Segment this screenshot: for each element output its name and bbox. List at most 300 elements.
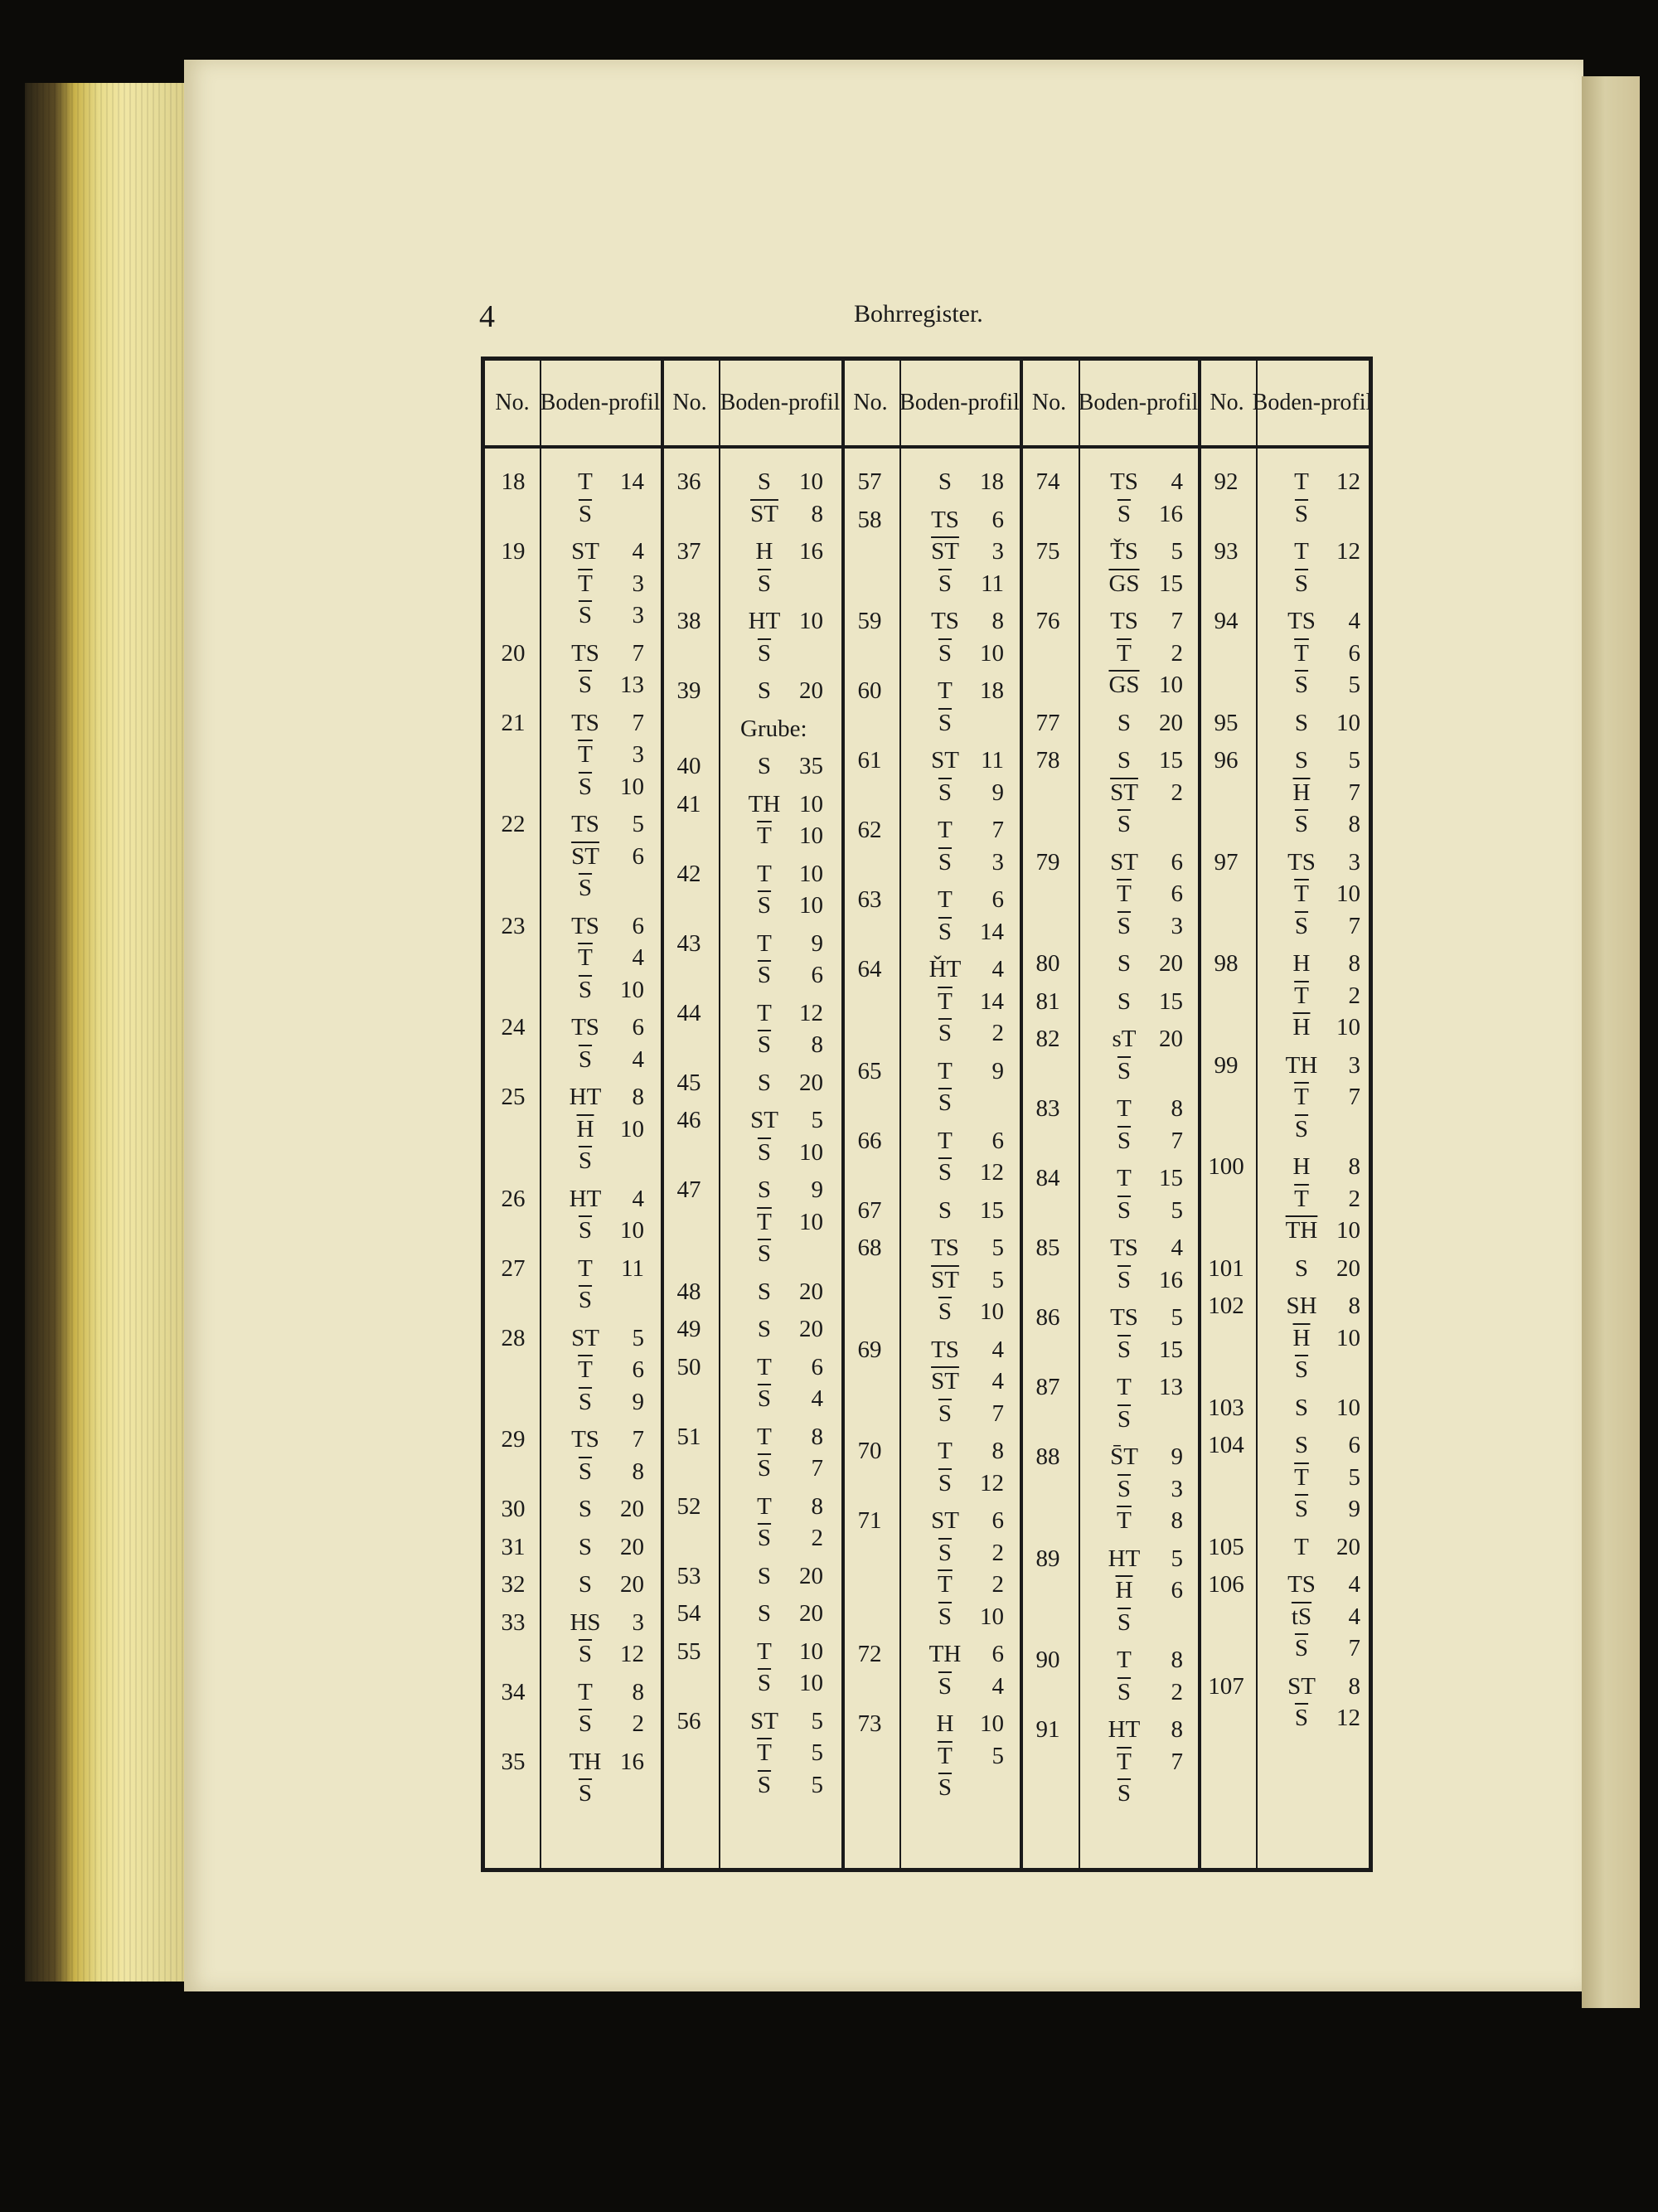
soil-symbol: $\overline{S}$ <box>1117 1057 1132 1084</box>
soil-symbol: T <box>1294 468 1309 495</box>
bore-number: 63 <box>857 886 882 913</box>
profile-layer <box>561 1014 644 1041</box>
soil-symbol: ŤS <box>1110 538 1138 565</box>
soil-symbol: $\overline{S}$ <box>578 672 593 698</box>
soil-symbol: $\overline{T}$ <box>1294 639 1309 667</box>
layer-depth: 3 <box>991 848 1004 876</box>
profile-layer <box>1277 570 1326 597</box>
profile-layer <box>921 817 1004 843</box>
profile-layer <box>1277 1571 1360 1598</box>
bore-number: 75 <box>1035 538 1060 565</box>
soil-symbol: S <box>757 468 772 495</box>
profile-layer <box>921 570 1004 597</box>
layer-depth: 7 <box>811 1455 823 1482</box>
profile-layer <box>740 1176 823 1203</box>
soil-symbol: $\overline{S}$ <box>1117 1405 1132 1433</box>
profile-layer <box>561 1426 644 1453</box>
soil-symbol: $\overline{S}$ <box>1294 1115 1309 1142</box>
profile-layer <box>1100 538 1183 565</box>
layer-depth: 10 <box>1336 1394 1360 1421</box>
header-no: No. <box>1210 390 1244 415</box>
header-no: No. <box>672 390 707 415</box>
soil-symbol: S <box>1294 1394 1309 1421</box>
profile-layer <box>1100 1443 1183 1470</box>
soil-symbol: TS <box>1110 1304 1138 1331</box>
soil-symbol: T <box>757 1353 772 1380</box>
layer-depth: 8 <box>1348 1672 1360 1700</box>
layer-depth: 14 <box>980 918 1004 945</box>
soil-symbol: $\overline{S}$ <box>757 1525 772 1551</box>
soil-symbol: HT <box>748 608 781 634</box>
profile-layer <box>561 1389 644 1415</box>
layer-depth: 18 <box>980 468 1004 495</box>
profile-layer <box>1277 1432 1360 1458</box>
profile-layer <box>740 861 823 887</box>
soil-symbol: $\overline{ST}$ <box>931 1368 959 1395</box>
layer-depth: 3 <box>1348 1051 1360 1079</box>
soil-symbol: H <box>755 538 773 565</box>
bore-number: 55 <box>676 1637 701 1665</box>
layer-depth: 6 <box>632 842 644 870</box>
bore-number: 96 <box>1214 747 1239 774</box>
bore-number: 107 <box>1208 1672 1244 1700</box>
bore-number: 45 <box>676 1069 701 1096</box>
profile-layer <box>1100 1165 1183 1191</box>
soil-symbol: HT <box>1108 1545 1141 1572</box>
layer-depth: 20 <box>1159 1026 1183 1052</box>
soil-symbol: TS <box>571 1426 599 1453</box>
layer-depth: 8 <box>991 608 1004 634</box>
soil-symbol: TS <box>571 912 599 939</box>
profile-layer <box>1100 468 1183 495</box>
profile-layer <box>1100 1545 1183 1572</box>
layer-depth: 6 <box>991 1641 1004 1667</box>
profile-layer <box>1277 672 1360 698</box>
layer-depth: 5 <box>811 1739 823 1766</box>
soil-symbol: S <box>757 1316 772 1342</box>
bore-number: 42 <box>676 860 701 887</box>
header-profile-line1: Boden- <box>1252 390 1321 415</box>
bore-number: 67 <box>857 1196 882 1224</box>
soil-symbol: TS <box>931 1235 959 1261</box>
soil-symbol: TH <box>1285 1051 1318 1079</box>
profile-layer <box>740 1708 823 1734</box>
profile-layer <box>740 608 823 634</box>
soil-symbol: $\overline{S}$ <box>1294 1705 1309 1731</box>
soil-symbol: ST <box>571 538 599 565</box>
soil-symbol: $\overline{ST}$ <box>750 500 778 527</box>
layer-depth: 20 <box>1336 1533 1360 1560</box>
soil-symbol: $\overline{S}$ <box>938 779 953 806</box>
layer-depth: 7 <box>1348 1084 1360 1110</box>
profile-layer <box>921 919 1004 945</box>
profile-layer <box>1277 982 1360 1009</box>
layer-depth: 8 <box>1348 1153 1360 1180</box>
layer-depth: 10 <box>1336 880 1360 907</box>
profile-layer <box>1100 1026 1183 1052</box>
soil-symbol: $\overline{S}$ <box>1294 672 1309 698</box>
profile-layer <box>740 1600 823 1627</box>
soil-symbol: $\overline{S}$ <box>578 1217 593 1244</box>
layer-depth: 9 <box>991 779 1004 806</box>
soil-symbol: $\overline{T}$ <box>578 1356 593 1383</box>
profile-layer <box>1100 1406 1148 1433</box>
layer-depth: 10 <box>1336 709 1360 736</box>
profile-layer <box>740 1670 823 1696</box>
header-bodenprofil <box>719 361 841 445</box>
soil-symbol: $\overline{T}$ <box>578 570 593 597</box>
layer-depth: 5 <box>991 1235 1004 1261</box>
bore-number: 28 <box>501 1324 526 1351</box>
layer-depth: 9 <box>811 929 823 957</box>
layer-depth: 4 <box>632 944 644 971</box>
soil-symbol: $\overline{T}$ <box>1117 639 1132 667</box>
profile-layer <box>1277 501 1326 527</box>
soil-symbol: $\overline{S}$ <box>1117 1608 1132 1636</box>
soil-symbol: $\overline{S}$ <box>757 1771 772 1798</box>
profile-layer <box>740 1139 823 1166</box>
soil-symbol: $\overline{S}$ <box>757 570 772 597</box>
layer-depth: 7 <box>1171 608 1183 634</box>
profile-layer <box>740 1107 823 1133</box>
profile-layer <box>1100 1336 1183 1363</box>
layer-depth: 12 <box>1336 468 1360 495</box>
soil-symbol: $\overline{S}$ <box>578 1710 593 1737</box>
profile-layer <box>1277 1496 1360 1522</box>
profile-layer <box>1100 672 1183 698</box>
soil-symbol: S <box>578 1533 593 1560</box>
soil-symbol: TS <box>1287 608 1316 634</box>
profile-layer <box>1277 468 1360 495</box>
layer-depth: 20 <box>1159 950 1183 977</box>
bore-number: 71 <box>857 1507 882 1534</box>
bore-number: 53 <box>676 1562 701 1589</box>
profile-layer <box>1100 811 1148 837</box>
profile-layer <box>1100 1197 1183 1224</box>
profile-layer <box>740 1278 823 1305</box>
profile-layer <box>1100 1476 1183 1502</box>
soil-symbol: T <box>1117 1647 1132 1673</box>
layer-depth: 2 <box>1171 639 1183 667</box>
profile-layer <box>1277 1603 1360 1630</box>
layer-depth: 6 <box>632 1014 644 1041</box>
soil-symbol: T <box>578 1254 593 1282</box>
layer-depth: 8 <box>1171 1647 1183 1673</box>
soil-symbol: TS <box>571 811 599 837</box>
profile-layer <box>561 875 609 901</box>
bore-number: 46 <box>676 1107 701 1133</box>
profile-layer <box>921 1438 1004 1464</box>
profile-layer <box>1100 1749 1183 1775</box>
soil-symbol: $\overline{GS}$ <box>1108 672 1140 698</box>
bore-number: 60 <box>857 677 882 704</box>
bore-number: 58 <box>857 506 882 533</box>
layer-depth: 5 <box>1171 538 1183 565</box>
soil-symbol: $\overline{S}$ <box>1117 1780 1132 1807</box>
profile-layer <box>561 468 644 495</box>
bore-number: 23 <box>501 912 526 939</box>
soil-symbol: T <box>757 1423 772 1450</box>
layer-depth: 6 <box>1171 848 1183 876</box>
bore-number: 50 <box>676 1353 701 1380</box>
layer-depth: 2 <box>1171 1678 1183 1705</box>
profile-layer <box>921 1267 1004 1293</box>
bore-number: 89 <box>1035 1545 1060 1572</box>
layer-depth: 6 <box>811 962 823 988</box>
profile-layer <box>921 1128 1004 1154</box>
profile-layer <box>921 1743 1004 1769</box>
layer-depth: 3 <box>632 1608 644 1636</box>
profile-layer <box>921 1368 1004 1395</box>
soil-symbol: T <box>1294 1533 1309 1560</box>
profile-layer <box>740 468 823 495</box>
bore-number: 36 <box>676 468 701 495</box>
profile-layer <box>561 1609 644 1636</box>
bore-number: 18 <box>501 468 526 495</box>
soil-symbol: TS <box>1287 1571 1316 1598</box>
header-no: No. <box>1031 390 1067 415</box>
profile-layer <box>1100 988 1183 1015</box>
soil-symbol: $\overline{S}$ <box>1294 912 1309 939</box>
profile-layer <box>740 1240 788 1267</box>
layer-depth: 20 <box>1336 1254 1360 1282</box>
layer-depth: 14 <box>620 468 644 495</box>
soil-symbol: $\overline{S}$ <box>757 1240 772 1267</box>
layer-depth: 11 <box>981 570 1004 597</box>
soil-symbol: S <box>1117 987 1132 1015</box>
soil-symbol: $\overline{S}$ <box>938 570 953 597</box>
layer-depth: 13 <box>620 672 644 698</box>
layer-depth: 8 <box>1348 1293 1360 1319</box>
profile-layer <box>1100 950 1183 977</box>
profile-layer <box>561 1255 644 1282</box>
layer-depth: 2 <box>1348 982 1360 1009</box>
layer-depth: 2 <box>991 1539 1004 1566</box>
profile-layer <box>1277 1635 1360 1661</box>
layer-depth: 2 <box>1171 779 1183 806</box>
bore-number: 57 <box>857 468 882 495</box>
soil-symbol: T <box>757 929 772 957</box>
soil-symbol: $\overline{S}$ <box>938 1539 953 1566</box>
soil-symbol: $\overline{ST}$ <box>931 538 959 565</box>
soil-symbol: $\overline{ST}$ <box>571 842 599 870</box>
soil-symbol: T <box>1294 538 1309 565</box>
profile-layer <box>921 468 1004 495</box>
profile-layer <box>740 962 823 988</box>
profile-layer <box>921 640 1004 667</box>
soil-symbol: $\overline{S}$ <box>578 976 593 1003</box>
layer-depth: 10 <box>799 822 823 849</box>
bore-number: 85 <box>1035 1235 1060 1261</box>
soil-symbol: $\overline{T}$ <box>1117 1507 1132 1534</box>
layer-depth: 9 <box>1348 1496 1360 1522</box>
soil-symbol: HT <box>569 1084 602 1110</box>
profile-layer <box>921 1298 1004 1325</box>
layer-depth: 6 <box>991 1507 1004 1534</box>
layer-depth: 10 <box>799 790 823 817</box>
soil-symbol: H <box>936 1710 954 1737</box>
soil-symbol: T <box>1117 1165 1132 1191</box>
soil-symbol: H <box>1292 1153 1311 1180</box>
bore-number: 41 <box>676 790 701 817</box>
bore-number: 94 <box>1214 608 1239 634</box>
soil-symbol: ST <box>571 1324 599 1351</box>
bore-number: 79 <box>1035 848 1060 876</box>
profile-layer <box>561 640 644 667</box>
layer-depth: 6 <box>991 506 1004 533</box>
profile-layer <box>921 849 1004 876</box>
header-rule <box>485 445 1369 449</box>
profile-layer <box>921 1470 1004 1496</box>
profile-layer <box>1277 779 1360 806</box>
soil-symbol: TH <box>569 1748 602 1775</box>
profile-layer <box>561 944 644 971</box>
bore-number: 38 <box>676 608 701 634</box>
layer-depth: 5 <box>991 1266 1004 1293</box>
header-profile-line2: profil <box>1321 390 1373 415</box>
profile-layer <box>1100 880 1183 907</box>
layer-depth: 5 <box>1348 1463 1360 1491</box>
soil-symbol: TS <box>931 506 959 533</box>
profile-layer <box>1100 1095 1183 1122</box>
soil-symbol: $\overline{S}$ <box>578 500 593 527</box>
soil-symbol: $\overline{S}$ <box>578 602 593 628</box>
soil-symbol: $\overline{S}$ <box>1294 1496 1309 1522</box>
profile-layer <box>1100 1679 1183 1705</box>
bore-number: 19 <box>501 538 526 565</box>
bore-number: 62 <box>857 817 882 843</box>
soil-symbol: $\overline{S}$ <box>1294 811 1309 837</box>
column-rule <box>1256 361 1258 1868</box>
profile-layer <box>561 977 644 1003</box>
profile-layer <box>740 1424 823 1450</box>
layer-depth: 20 <box>799 1069 823 1096</box>
profile-layer <box>921 710 969 736</box>
soil-symbol: ST <box>931 1507 959 1534</box>
profile-layer <box>561 602 644 628</box>
soil-symbol: $\overline{T}$ <box>938 1742 953 1769</box>
profile-layer <box>740 570 788 597</box>
profile-layer <box>1100 570 1183 597</box>
soil-symbol: $\overline{S}$ <box>757 639 772 667</box>
profile-layer <box>1277 640 1360 667</box>
layer-depth: 4 <box>1348 1571 1360 1598</box>
layer-depth: 4 <box>991 956 1004 982</box>
layer-depth: 2 <box>991 1571 1004 1598</box>
soil-symbol: HT <box>569 1185 602 1212</box>
bore-number: 22 <box>501 811 526 837</box>
profile-layer <box>921 677 1004 704</box>
layer-depth: 20 <box>1159 709 1183 736</box>
soil-symbol: S <box>1294 1432 1309 1458</box>
layer-depth: 3 <box>632 741 644 768</box>
soil-symbol: ST <box>750 1107 778 1133</box>
profile-layer <box>1100 1374 1183 1400</box>
profile-layer <box>561 1217 644 1244</box>
layer-depth: 9 <box>991 1057 1004 1084</box>
layer-depth: 9 <box>1171 1443 1183 1470</box>
profile-layer <box>1277 1084 1360 1110</box>
profile-layer <box>921 1603 1004 1630</box>
profile-layer <box>740 892 823 919</box>
soil-symbol: $\overline{S}$ <box>757 1031 772 1058</box>
bore-number: 54 <box>676 1600 701 1627</box>
layer-depth: 8 <box>811 500 823 527</box>
bore-register-table <box>481 357 1373 1872</box>
layer-depth: 14 <box>980 987 1004 1015</box>
soil-symbol: T <box>757 999 772 1026</box>
soil-symbol: S <box>1117 709 1132 736</box>
header-profile-line1: Boden- <box>540 390 609 415</box>
profile-layer <box>740 753 823 779</box>
layer-depth: 8 <box>1171 1507 1183 1534</box>
layer-depth: 7 <box>632 639 644 667</box>
layer-depth: 4 <box>1171 468 1183 495</box>
bore-number: 33 <box>501 1608 526 1636</box>
profile-layer <box>561 1356 644 1383</box>
soil-symbol: $\overline{S}$ <box>578 1780 593 1807</box>
soil-symbol: S <box>1117 950 1132 977</box>
soil-symbol: $\overline{S}$ <box>938 1159 953 1186</box>
bore-number: 66 <box>857 1127 882 1154</box>
bore-number: 69 <box>857 1336 882 1363</box>
layer-depth: 18 <box>980 677 1004 704</box>
bore-number: 80 <box>1035 950 1060 977</box>
soil-symbol: $\overline{S}$ <box>1294 1635 1309 1661</box>
bore-number: 40 <box>676 753 701 779</box>
layer-depth: 2 <box>811 1525 823 1551</box>
soil-symbol: $\overline{S}$ <box>757 1670 772 1696</box>
soil-symbol: HT <box>1108 1716 1141 1743</box>
bore-number: 56 <box>676 1707 701 1734</box>
layer-depth: 15 <box>1159 570 1183 597</box>
bore-number: 74 <box>1035 468 1060 495</box>
soil-symbol: T <box>578 468 593 495</box>
layer-depth: 8 <box>811 1492 823 1520</box>
profile-layer <box>921 608 1004 634</box>
profile-layer <box>921 1540 1004 1566</box>
profile-layer <box>1100 849 1183 876</box>
layer-depth: 11 <box>981 747 1004 774</box>
profile-layer <box>1277 1255 1360 1282</box>
profile-layer <box>561 913 644 939</box>
soil-symbol: T <box>938 1127 953 1154</box>
profile-layer <box>740 677 823 704</box>
soil-symbol: $\overline{S}$ <box>1117 1475 1132 1502</box>
soil-symbol: T <box>757 1637 772 1665</box>
profile-layer <box>1100 779 1183 806</box>
layer-depth: 12 <box>1336 1705 1360 1731</box>
soil-symbol: S <box>757 1600 772 1627</box>
header-no: No. <box>853 390 888 415</box>
layer-depth: 4 <box>632 538 644 565</box>
layer-depth: 11 <box>621 1254 644 1282</box>
profile-layer <box>1277 710 1360 736</box>
profile-layer <box>561 710 644 736</box>
soil-symbol: S <box>938 1196 953 1224</box>
profile-layer <box>561 774 644 800</box>
profile-layer <box>561 1571 644 1598</box>
layer-depth: 35 <box>799 753 823 779</box>
bore-number: 102 <box>1208 1293 1244 1319</box>
soil-symbol: S <box>1294 1254 1309 1282</box>
bore-number: 82 <box>1035 1026 1060 1052</box>
soil-symbol: $\overline{S}$ <box>938 918 953 945</box>
soil-symbol: T <box>938 817 953 843</box>
bore-number: 37 <box>676 538 701 565</box>
soil-symbol: T <box>938 1438 953 1464</box>
bore-number: 29 <box>501 1426 526 1453</box>
